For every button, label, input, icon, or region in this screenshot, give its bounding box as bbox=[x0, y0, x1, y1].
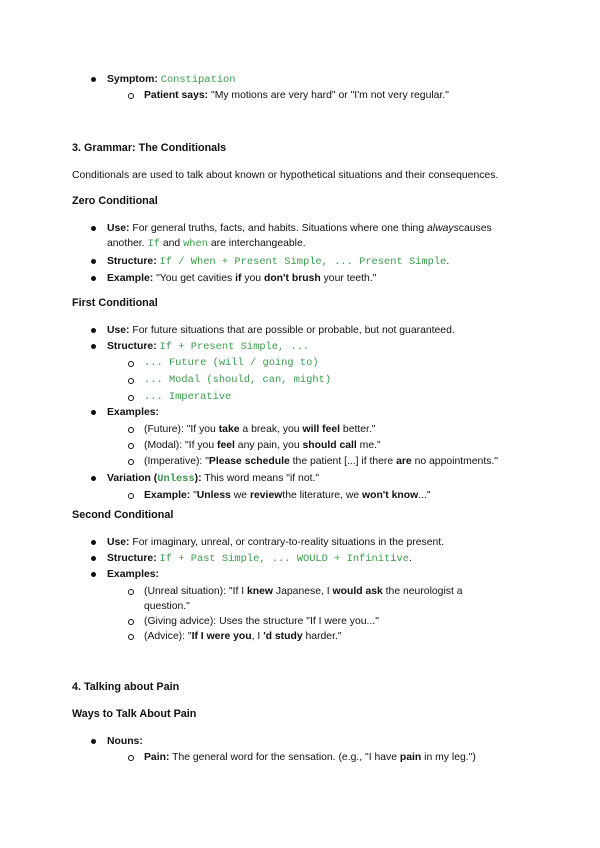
second-example-unreal-1 bbox=[144, 584, 463, 599]
first-use-text: For future situations that are possible or probable, but not guaranteed. bbox=[132, 325, 455, 336]
second-conditional-heading: Second Conditional bbox=[72, 509, 174, 521]
bullet-icon bbox=[91, 328, 96, 333]
first-example-imperative bbox=[144, 454, 498, 469]
circle-bullet-icon bbox=[128, 755, 134, 761]
first-variation-unless-code: Unless bbox=[157, 473, 195, 485]
patient-says-line bbox=[144, 88, 449, 103]
second-example-advice-structure: (Giving advice): Uses the structure "If I were you..." bbox=[144, 616, 379, 627]
first-ex3-text-b: the patient [...] if there bbox=[292, 456, 394, 467]
pain-noun-text-a: The general word for the sensation. (e.g., "I have bbox=[172, 752, 398, 763]
circle-bullet-icon bbox=[128, 378, 134, 384]
second-ex3-comma-i: , I bbox=[251, 631, 261, 642]
zero-use-always: always bbox=[427, 223, 459, 234]
first-vex-text-c: the literature, we bbox=[282, 490, 360, 501]
second-structure-period: . bbox=[408, 553, 412, 564]
second-example-unreal-2: question." bbox=[144, 601, 190, 612]
zero-example-line bbox=[107, 271, 376, 286]
second-ex1-knew: knew bbox=[247, 586, 274, 597]
zero-use-line-1 bbox=[107, 221, 492, 236]
zero-structure-label: Structure: bbox=[107, 256, 157, 267]
first-vex-end: ..." bbox=[418, 490, 431, 501]
pain-nouns-label: Nouns: bbox=[107, 736, 143, 747]
second-ex3-d-study: 'd study bbox=[263, 631, 303, 642]
second-ex1-text-b: Japanese, I bbox=[275, 586, 330, 597]
first-example-modal bbox=[144, 438, 381, 453]
first-vex-review: review bbox=[249, 490, 283, 501]
first-structure-line bbox=[107, 339, 309, 355]
first-ex3-please-schedule: Please schedule bbox=[208, 456, 290, 467]
patient-says-label: Patient says: bbox=[144, 90, 209, 101]
first-vex-we: we bbox=[233, 490, 248, 501]
second-use-label: Use: bbox=[107, 537, 130, 548]
first-conditional-heading: First Conditional bbox=[72, 297, 158, 309]
first-structure-sub-future: ... Future (will / going to) bbox=[144, 357, 319, 369]
zero-use-causes: causes bbox=[458, 223, 492, 234]
zero-example-dont-brush: don't brush bbox=[263, 273, 321, 284]
bullet-icon bbox=[91, 572, 96, 577]
first-variation-label: Variation ( bbox=[107, 473, 158, 484]
zero-structure-line bbox=[107, 254, 449, 270]
section-heading-pain: 4. Talking about Pain bbox=[72, 681, 180, 693]
first-ex1-take: take bbox=[218, 424, 240, 435]
zero-example-if: if bbox=[235, 273, 242, 284]
first-variation-example bbox=[144, 488, 431, 503]
second-structure-code: If + Past Simple, ... WOULD + Infinitive bbox=[159, 553, 409, 565]
circle-bullet-icon bbox=[128, 459, 134, 465]
symptom-code: Constipation bbox=[160, 74, 236, 86]
zero-example-label: Example: bbox=[107, 273, 154, 284]
zero-use-when-code: when bbox=[183, 238, 209, 250]
bullet-icon bbox=[91, 259, 96, 264]
pain-noun-text-b: in my leg.") bbox=[424, 752, 476, 763]
section-heading-grammar: 3. Grammar: The Conditionals bbox=[72, 142, 227, 154]
zero-conditional-heading: Zero Conditional bbox=[72, 195, 158, 207]
patient-says-text: "My motions are very hard" or "I'm not very regular." bbox=[211, 90, 449, 101]
first-examples-label: Examples: bbox=[107, 407, 159, 418]
second-structure-label: Structure: bbox=[107, 553, 157, 564]
first-structure-sub-imperative: ... Imperative bbox=[144, 391, 232, 403]
first-ex1-will-feel: will feel bbox=[302, 424, 341, 435]
pain-subheading: Ways to Talk About Pain bbox=[72, 708, 197, 720]
symptom-line bbox=[107, 72, 236, 88]
bullet-icon bbox=[91, 556, 96, 561]
zero-use-if-code: If bbox=[147, 238, 160, 250]
zero-use-line-2 bbox=[107, 236, 306, 252]
circle-bullet-icon bbox=[128, 589, 134, 595]
first-variation-close: ): bbox=[194, 473, 202, 484]
first-ex3-text-c: no appointments." bbox=[414, 456, 498, 467]
pain-noun-pain-line bbox=[144, 750, 476, 765]
second-use-line bbox=[107, 535, 444, 550]
second-use-text: For imaginary, unreal, or contrary-to-reality situations in the present. bbox=[132, 537, 445, 548]
pain-noun-bold: pain bbox=[399, 752, 422, 763]
zero-use-another: another. bbox=[107, 238, 145, 249]
circle-bullet-icon bbox=[128, 395, 134, 401]
first-example-future bbox=[144, 422, 376, 437]
first-ex2-text-c: me." bbox=[359, 440, 381, 451]
zero-example-text-1: "You get cavities bbox=[156, 273, 233, 284]
second-ex1-text-a: (Unreal situation): "If I bbox=[144, 586, 245, 597]
first-structure-sub-modal: ... Modal (should, can, might) bbox=[144, 374, 332, 386]
first-ex2-text-a: (Modal): "If you bbox=[144, 440, 215, 451]
circle-bullet-icon bbox=[128, 361, 134, 367]
first-use-label: Use: bbox=[107, 325, 130, 336]
zero-use-text: For general truths, facts, and habits. Situations where one thing bbox=[132, 223, 425, 234]
second-example-advice bbox=[144, 629, 342, 644]
first-ex1-text-b: a break, you bbox=[242, 424, 300, 435]
second-ex3-harder: harder." bbox=[305, 631, 342, 642]
circle-bullet-icon bbox=[128, 493, 134, 499]
second-ex3-if-i-were-you: If I were you bbox=[191, 631, 252, 642]
first-variation-line bbox=[107, 471, 319, 487]
first-ex2-feel: feel bbox=[217, 440, 235, 451]
bullet-icon bbox=[91, 476, 96, 481]
bullet-icon bbox=[91, 226, 96, 231]
circle-bullet-icon bbox=[128, 443, 134, 449]
bullet-icon bbox=[91, 276, 96, 281]
second-ex3-quote: (Advice): " bbox=[144, 631, 192, 642]
first-vex-wont-know: won't know bbox=[362, 490, 419, 501]
symptom-label: Symptom: bbox=[107, 74, 158, 85]
bullet-icon bbox=[91, 739, 96, 744]
circle-bullet-icon bbox=[128, 619, 134, 625]
bullet-icon bbox=[91, 540, 96, 545]
first-use-line bbox=[107, 323, 455, 338]
zero-example-text-2: you bbox=[244, 273, 262, 284]
grammar-intro: Conditionals are used to talk about known or hypothetical situations and their consequences. bbox=[72, 170, 499, 181]
bullet-icon bbox=[91, 344, 96, 349]
first-vex-quote: " bbox=[193, 490, 197, 501]
second-ex1-text-c: the neurologist a bbox=[385, 586, 463, 597]
zero-use-and: and bbox=[162, 238, 181, 249]
second-examples-label: Examples: bbox=[107, 569, 159, 580]
zero-use-label: Use: bbox=[107, 223, 130, 234]
first-ex2-text-b: any pain, you bbox=[237, 440, 300, 451]
zero-example-text-3: your teeth." bbox=[323, 273, 377, 284]
circle-bullet-icon bbox=[128, 634, 134, 640]
second-ex1-would-ask: would ask bbox=[332, 586, 383, 597]
first-ex3-text-a: (Imperative): " bbox=[144, 456, 209, 467]
first-vex-unless: Unless bbox=[196, 490, 231, 501]
first-ex1-text-a: (Future): "If you bbox=[144, 424, 216, 435]
first-variation-text: This word means "if not." bbox=[204, 473, 320, 484]
bullet-icon bbox=[91, 410, 96, 415]
first-structure-code: If + Present Simple, ... bbox=[159, 341, 310, 353]
bullet-icon bbox=[91, 77, 96, 82]
first-ex2-should-call: should call bbox=[302, 440, 357, 451]
first-ex3-are: are bbox=[396, 456, 412, 467]
pain-noun-label: Pain: bbox=[144, 752, 170, 763]
zero-use-interchangeable: are interchangeable. bbox=[210, 238, 306, 249]
zero-structure-code: If / When + Present Simple, ... Present Simple bbox=[159, 256, 447, 268]
zero-structure-period: . bbox=[446, 256, 450, 267]
circle-bullet-icon bbox=[128, 427, 134, 433]
second-structure-line bbox=[107, 551, 412, 567]
circle-bullet-icon bbox=[128, 93, 134, 99]
first-structure-label: Structure: bbox=[107, 341, 157, 352]
first-vex-label: Example: bbox=[144, 490, 191, 501]
first-ex1-text-c: better." bbox=[342, 424, 376, 435]
